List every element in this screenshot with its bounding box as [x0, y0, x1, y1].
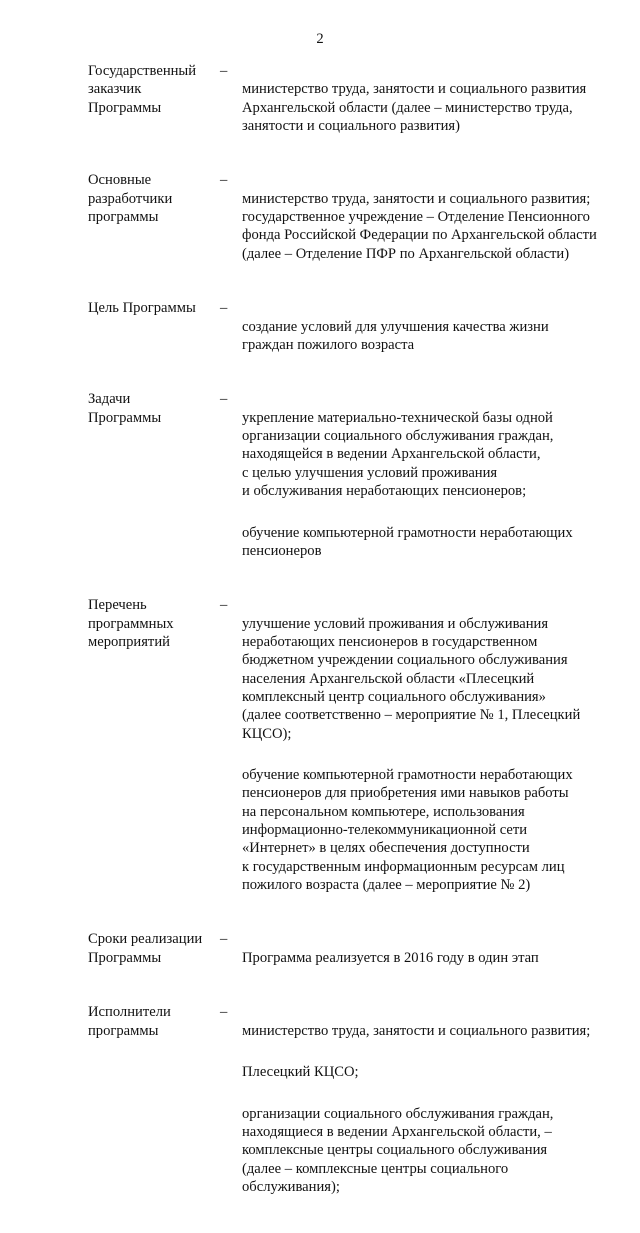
- row-label: Исполнители программы: [88, 1004, 171, 1039]
- row-program-goal: [88, 299, 618, 372]
- row-paragraph: укрепление материально-технической базы одной организации социального обслуживания граждан, находящейся в ведении Архангельской области, с целью улучшения условий проживания и обслуживания неработающих пенсионеров;: [242, 409, 554, 499]
- row-label: Сроки реализации Программы: [88, 931, 203, 966]
- row-dash: –: [220, 172, 228, 189]
- row-dash: –: [220, 300, 228, 317]
- row-state-customer: [88, 62, 618, 153]
- row-paragraph: министерство труда, занятости и социального развития; государственное учреждение – Отделение Пенсионного фонда Российской Федерации по Архангельской области (далее – Отделение ПФР по Архангельской области): [242, 190, 597, 262]
- page-number: 2: [316, 31, 324, 47]
- row-main-developers: [88, 171, 618, 281]
- row-paragraph: улучшение условий проживания и обслуживания неработающих пенсионеров в государственном бюджетном учреждении социального обслуживания населения Архангельской области «Плесецкий комплексный центр социального обслуживания» (далее соответственно – мероприятие № 1, Плесецкий КЦСО);: [242, 615, 581, 742]
- row-content: [242, 930, 618, 985]
- row-content: [242, 1003, 618, 1214]
- row-label: Цель Программы: [88, 300, 196, 317]
- row-paragraph: Программа реализуется в 2016 году в один этап: [242, 949, 539, 966]
- row-paragraph: создание условий для улучшения качества жизни граждан пожилого возраста: [242, 318, 549, 353]
- row-label: Задачи Программы: [88, 391, 162, 426]
- row-dash: –: [220, 597, 228, 614]
- row-paragraph: Плесецкий КЦСО;: [242, 1064, 359, 1081]
- program-passport-table: [88, 62, 618, 1233]
- row-content: [242, 171, 618, 281]
- row-program-tasks: [88, 390, 618, 578]
- row-label: Государственный заказчик Программы: [88, 63, 197, 116]
- row-dash: –: [220, 1004, 228, 1021]
- row-implementation-period: [88, 930, 618, 985]
- row-paragraph: министерство труда, занятости и социального развития Архангельской области (далее – министерство труда, занятости и социального развития): [242, 81, 587, 134]
- row-paragraph: обучение компьютерной грамотности неработающих пенсионеров: [242, 524, 573, 559]
- row-dash: –: [220, 391, 228, 408]
- row-paragraph: обучение компьютерной грамотности неработающих пенсионеров для приобретения ими навыков работы на персональном компьютере, использования информационно-телекоммуникационной сети «Интернет» в целях обеспечения доступности к государственным информационным ресурсам лиц пожилого возраста (далее – мероприятие № 2): [242, 767, 573, 893]
- row-paragraph: министерство труда, занятости и социального развития;: [242, 1022, 591, 1039]
- row-content: [242, 299, 618, 372]
- row-content: [242, 62, 618, 153]
- row-dash: –: [220, 63, 228, 79]
- row-label: Основные разработчики программы: [88, 172, 173, 226]
- row-content: [242, 390, 618, 578]
- row-program-executors: [88, 1003, 618, 1214]
- row-content: [242, 596, 618, 912]
- row-label: Перечень программных мероприятий: [88, 597, 174, 651]
- row-dash: –: [220, 931, 228, 948]
- row-paragraph: организации социального обслуживания граждан, находящиеся в ведении Архангельской области, – комплексные центры социального обслуживания (далее – комплексные центры социального обслуживания);: [242, 1105, 554, 1196]
- row-program-activities: [88, 596, 618, 912]
